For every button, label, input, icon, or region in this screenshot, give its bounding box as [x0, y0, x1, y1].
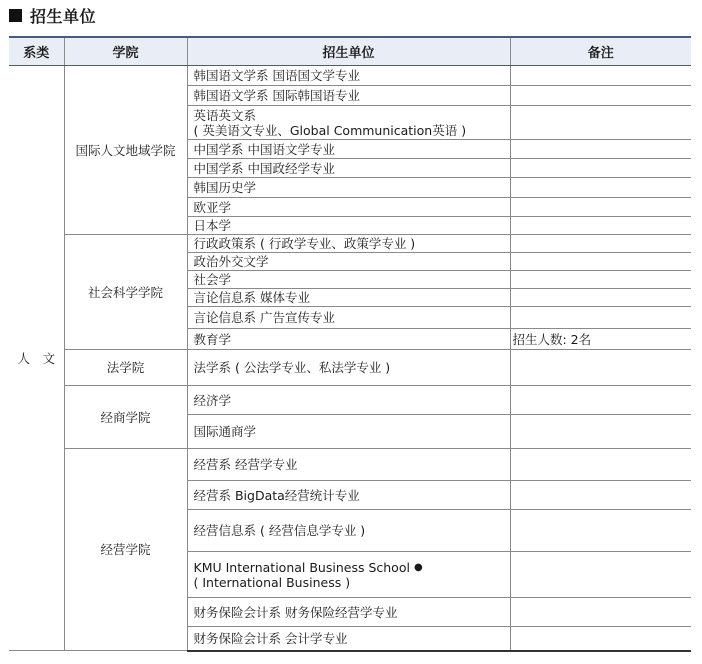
unit-cell: 法学系 ( 公法学专业、私法学专业 ) — [187, 350, 510, 386]
header-note: 备注 — [510, 37, 691, 66]
college-intl-humanities: 国际人文地域学院 — [64, 66, 187, 235]
note-cell — [510, 106, 691, 140]
note-cell — [510, 510, 691, 552]
unit-cell — [187, 552, 510, 598]
square-bullet-icon — [9, 9, 22, 22]
note-cell: 招生人数: 2名 — [510, 329, 691, 350]
table-row — [9, 66, 691, 86]
unit-cell: 经营信息系 ( 经营信息学专业 ) — [187, 510, 510, 552]
note-cell — [510, 217, 691, 235]
header-college: 学院 — [64, 37, 187, 66]
header-unit: 招生单位 — [187, 37, 510, 66]
unit-cell: 言论信息系 广告宣传专业 — [187, 307, 510, 329]
note-cell — [510, 253, 691, 271]
note-cell — [510, 552, 691, 598]
college-law: 法学院 — [64, 350, 187, 386]
note-cell — [510, 66, 691, 86]
unit-cell: 行政政策系 ( 行政学专业、政策学专业 ) — [187, 235, 510, 253]
note-cell — [510, 350, 691, 386]
unit-cell: 韩国历史学 — [187, 178, 510, 198]
unit-cell: 中国学系 中国政经学专业 — [187, 159, 510, 178]
unit-cell: 中国学系 中国语文学专业 — [187, 140, 510, 159]
unit-cell: 经营系 经营学专业 — [187, 449, 510, 481]
table-row — [9, 449, 691, 481]
note-cell — [510, 627, 691, 651]
note-cell — [510, 271, 691, 289]
note-cell — [510, 481, 691, 510]
unit-line-text: KMU International Business School — [193, 559, 410, 575]
note-cell — [510, 235, 691, 253]
unit-cell: 国际通商学 — [187, 415, 510, 449]
unit-cell: 社会学 — [187, 271, 510, 289]
unit-cell: 韩国语文学系 国际韩国语专业 — [187, 86, 510, 106]
note-cell — [510, 178, 691, 198]
unit-cell: 欧亚学 — [187, 198, 510, 217]
unit-cell — [187, 106, 510, 140]
unit-line-2: ( International Business ) — [193, 574, 351, 590]
note-cell — [510, 289, 691, 307]
unit-cell: 教育学 — [187, 329, 510, 350]
note-cell — [510, 386, 691, 415]
unit-line: 英语英文系 — [193, 107, 257, 123]
unit-line — [194, 560, 504, 575]
note-cell — [510, 598, 691, 627]
admission-units-table — [9, 36, 691, 652]
note-cell — [510, 198, 691, 217]
note-cell — [510, 140, 691, 159]
note-cell — [510, 159, 691, 178]
note-cell — [510, 307, 691, 329]
table-row — [9, 386, 691, 415]
unit-cell: 韩国语文学系 国语国文学专业 — [187, 66, 510, 86]
unit-cell: 财务保险会计系 财务保险经营学专业 — [187, 598, 510, 627]
unit-cell: 言论信息系 媒体专业 — [187, 289, 510, 307]
table-row — [9, 350, 691, 386]
section-title: 招生单位 — [30, 6, 97, 26]
unit-line-2: ( 英美语文专业、Global Communication英语 ) — [193, 122, 467, 138]
college-economics-commerce: 经商学院 — [64, 386, 187, 449]
header-dept: 系类 — [9, 37, 64, 66]
dept-cell: 人 文 — [9, 66, 64, 651]
note-cell — [510, 86, 691, 106]
unit-cell: 经营系 BigData经营统计专业 — [187, 481, 510, 510]
note-cell — [510, 449, 691, 481]
unit-cell: 日本学 — [187, 217, 510, 235]
college-social-science: 社会科学学院 — [64, 235, 187, 350]
unit-cell: 政治外交文学 — [187, 253, 510, 271]
unit-cell: 经济学 — [187, 386, 510, 415]
note-cell — [510, 415, 691, 449]
table-header-row — [9, 37, 691, 66]
bullet-mark-icon: ● — [413, 561, 423, 573]
section-heading — [9, 4, 96, 26]
table-row — [9, 235, 691, 253]
college-business: 经营学院 — [64, 449, 187, 651]
unit-cell: 财务保险会计系 会计学专业 — [187, 627, 510, 651]
